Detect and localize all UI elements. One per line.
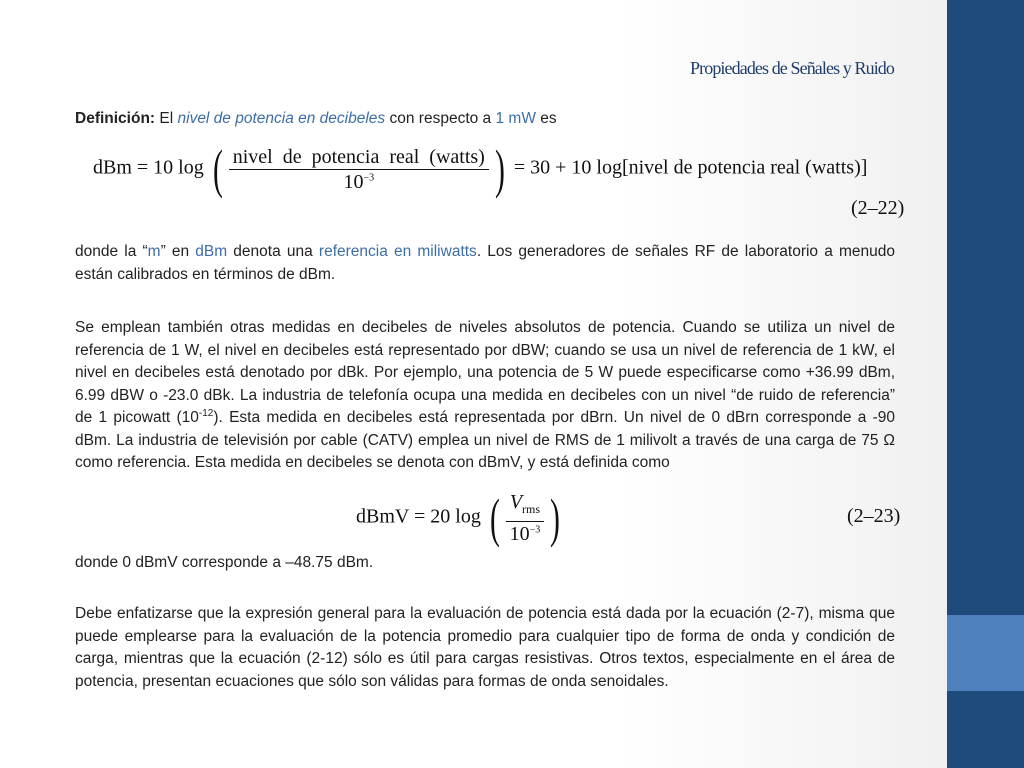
para2-text: Se emplean también otras medidas en decibeles de niveles absolutos de potencia. Cuando se utiliza un nivel de referencia de 1 W, el nivel en decibeles está representado por dBW; cuando se usa un nivel de referencia de 1 kW, el nivel en decibeles está denotado por dBk. Por ejemplo, una potencia de 5 W puede especificarse como +36.99 dBm, 6.99 dBW o -23.0 dBk. La industria de telefonía ocupa una medida en decibeles con un nivel “de ruido de referencia” de 1 picowatt (10 [75, 319, 895, 426]
eq1-left-paren: ( [212, 139, 223, 199]
para1-text: donde la “ [75, 243, 148, 260]
eq2-lhs: dBmV = 20 log [356, 505, 481, 528]
paragraph-power-evaluation: Debe enfatizarse que la expresión general para la evaluación de potencia está dada por la ecuación (2-7), misma que puede emplearse para la evaluación de la potencia promedio para cualquier tipo de forma de onda y condición de carga, mientras que la ecuación (2-12) sólo es útil para cargas resistivas. Otros textos, especialmente en el área de potencia, presentan ecuaciones que sólo son válidas para formas de onda senoidales. [75, 605, 895, 690]
para1-dbm: dBm [195, 243, 228, 260]
definition-label: Definición: [75, 110, 156, 127]
para1-text-3: denota una [227, 243, 319, 260]
eq2-left-paren: ( [489, 488, 500, 548]
definition-text-3: es [535, 110, 557, 127]
eq1-number: (2–22) [851, 197, 905, 219]
para1-reference: referencia en miliwatts [318, 243, 477, 260]
slide-title: Propiedades de Señales y Ruido [690, 58, 894, 78]
para2-text-2: ). Esta medida en decibeles está representada por dBrn. Un nivel de 0 dBrn corresponde a -90 dBm. La industria de televisión por cable (CATV) emplea un nivel de RMS de 1 milivolt a través de una carga de 75 Ω como referencia. Esta medida en decibeles se denota con dBmV, y está definida como [75, 409, 895, 471]
eq2-fraction [506, 490, 544, 546]
equation-2-22 [93, 139, 868, 199]
paragraph-absolute-levels [75, 317, 895, 475]
eq2-den-exp: −3 [529, 524, 541, 536]
paragraph-dbmv-equivalence: donde 0 dBmV corresponde a –48.75 dBm. [75, 554, 374, 571]
para2-exponent: -12 [198, 407, 214, 419]
paragraph-dbm-meaning [75, 241, 895, 286]
eq2-right-paren: ) [550, 488, 560, 548]
eq1-numerator: nivel de potencia real (watts) [229, 145, 489, 170]
para1-m: m [147, 243, 161, 260]
eq2-num-sub: rms [522, 502, 541, 516]
definition-highlight: nivel de potencia en decibeles [177, 110, 386, 127]
eq1-den-base: 10 [343, 170, 364, 193]
eq2-num-v: V [509, 491, 523, 513]
sidebar-accent-block [947, 615, 1024, 691]
definition-paragraph [75, 108, 895, 131]
equation-2-23 [356, 490, 564, 546]
slide-sidebar-bar [947, 0, 1024, 768]
eq1-rhs: = 30 + 10 log[nivel de potencia real (watts)] [513, 156, 868, 179]
eq2-denominator [506, 522, 544, 546]
eq1-denominator [229, 170, 489, 194]
definition-unit: 1 mW [495, 110, 536, 127]
eq1-right-paren: ) [494, 139, 505, 199]
eq2-den-base: 10 [509, 523, 530, 545]
definition-text-2: con respecto a [385, 110, 496, 127]
para1-text-4: . Los generadores de señales RF de laboratorio a menudo están calibrados en términos de dBm. [75, 243, 895, 283]
definition-text: El [155, 110, 178, 127]
para1-text-2: ” en [160, 243, 196, 260]
eq1-den-exp: −3 [363, 171, 375, 183]
eq1-lhs: dBm = 10 log [93, 156, 204, 179]
eq2-number: (2–23) [847, 505, 901, 527]
eq1-fraction [229, 145, 489, 194]
eq2-numerator [506, 490, 544, 522]
